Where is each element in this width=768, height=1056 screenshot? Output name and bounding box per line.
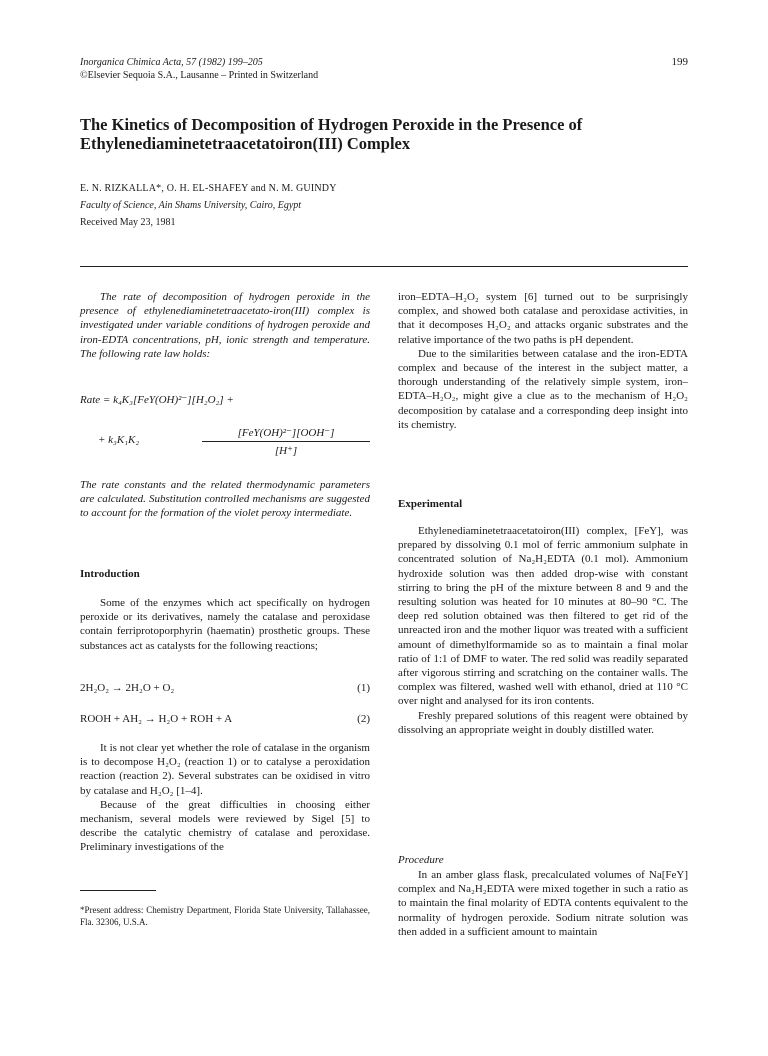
abstract-part2: The rate constants and the related thermodynamic parameters are calculated. Substitution controlled mechanisms are suggested to account for the formation of the violet peroxy intermediate.	[80, 479, 370, 520]
equation-1-text: 2H₂O₂ → 2H₂O + O₂	[80, 682, 175, 694]
abstract-conclusion	[80, 478, 370, 521]
procedure-text	[398, 868, 688, 939]
procedure-para: In an amber glass flask, precalculated volumes of Na[FeY] complex and Na₂H₂EDTA were mixed together in such a ratio as to maintain the final molarity of EDTA contents equivalent to the normality of hydrogen peroxide. Sodium nitrate solution was then added in a sufficient amount to maintain	[398, 869, 688, 938]
rate-law-prefix: + k₃K₁K₂	[98, 434, 140, 446]
introduction-continued	[80, 741, 370, 855]
abstract-part1: The rate of decomposition of hydrogen peroxide in the presence of ethylenediaminetetraacetato-iron(III) complex is investigated under variable conditions of hydrogen peroxide and iron-EDTA concentrations, pH, ionic strength and temperature. The following rate law holds:	[80, 291, 370, 360]
right-column-intro	[398, 290, 688, 432]
right-para1: iron–EDTA–H₂O₂ system [6] turned out to be surprisingly complex, and showed both catalase and peroxidase activities, in that it decomposes H₂O₂ and attacks organic substrates and the relative importance of the two paths is pH dependent.	[398, 291, 688, 346]
header-divider	[80, 266, 688, 267]
footnote: *Present address: Chemistry Department, Florida State University, Tallahassee, Fla. 32306, U.S.A.	[80, 905, 370, 927]
procedure-heading: Procedure	[398, 854, 444, 866]
equation-2	[80, 713, 370, 725]
equation-2-number: (2)	[357, 713, 370, 725]
rate-law-line1: Rate = k₄K₃[FeY(OH)²⁻][H₂O₂] +	[80, 394, 234, 406]
introduction-para1: Some of the enzymes which act specifically on hydrogen peroxide or its derivatives, namely the catalase and peroxidase contain ferriprotoporphyrin (haematin) prosthetic groups. These substances act as catalysts for the following reactions;	[80, 597, 370, 652]
publisher-line: ©Elsevier Sequoia S.A., Lausanne – Printed in Switzerland	[80, 70, 319, 81]
right-para2: Due to the similarities between catalase and the iron-EDTA complex and because of the interest in the subject matter, a thorough understanding of the relatively simple system, iron–EDTA–H₂O₂, might give a clue as to the mechanism of H₂O₂ decomposition by catalase and a corresponding deep insight into its chemistry.	[398, 347, 688, 431]
rate-law-fraction	[202, 426, 370, 457]
authors: E. N. RIZKALLA*, O. H. EL-SHAFEY and N. M. GUINDY	[80, 183, 337, 194]
received-date: Received May 23, 1981	[80, 217, 176, 228]
page-number: 199	[671, 56, 688, 68]
journal-citation: Inorganica Chimica Acta, 57 (1982) 199–205	[80, 57, 263, 68]
experimental-para1: Ethylenediaminetetraacetatoiron(III) complex, [FeY], was prepared by dissolving 0.1 mol of ferric ammonium sulphate in concentrated solution of Na₂H₂EDTA (0.1 mol). Ammonium hydroxide solution was then added drop-wise with constant stirring to bring the pH of the mixture between 8 and 9 and the resulting solution was heated for 10 minutes at 80–90 °C. The deep red solution obtained was then filtered to get rid of the unreacted iron and the mother liquor was treated with a sufficient amount of dimethylformamide so as to maintain a final molar ratio of 1:1 of DMF to water. The red solid was readily separated after vigorous stirring and scratching on the container walls. The complex was filtered, washed well with ethanol, dried at 110 °C over night and analysed for its iron contents.	[398, 525, 688, 708]
equation-1-number: (1)	[357, 682, 370, 694]
footnote-divider	[80, 890, 156, 891]
abstract-text	[80, 290, 370, 361]
affiliation: Faculty of Science, Ain Shams University, Cairo, Egypt	[80, 200, 302, 211]
experimental-heading: Experimental	[398, 498, 463, 510]
rate-law-denominator: [H⁺]	[274, 445, 298, 457]
introduction-para3: Because of the great difficulties in choosing either mechanism, several models were reviewed by Sigel [5] to describe the catalytic chemistry of catalase and peroxidase. Preliminary investigations of the	[80, 798, 370, 854]
introduction-para1-block	[80, 596, 370, 653]
rate-law-numerator: [FeY(OH)²⁻][OOH⁻]	[202, 426, 370, 442]
experimental-text	[398, 524, 688, 737]
introduction-para2: It is not clear yet whether the role of catalase in the organism is to decompose H₂O₂ (reaction 1) or to catalyse a peroxidation reaction (reaction 2). Several substrates can be oxidised in vitro by catalase and H₂O₂ [1–4].	[80, 742, 370, 797]
introduction-heading: Introduction	[80, 568, 140, 580]
experimental-para2: Freshly prepared solutions of this reagent were obtained by dissolving an appropriate weight in doubly distilled water.	[398, 709, 688, 736]
journal-header	[80, 56, 318, 82]
equation-2-text: ROOH + AH₂ → H₂O + ROH + A	[80, 713, 233, 725]
equation-1	[80, 682, 370, 694]
article-title: The Kinetics of Decomposition of Hydrogen Peroxide in the Presence of Ethylenediaminetetraacetatoiron(III) Complex	[80, 115, 583, 153]
